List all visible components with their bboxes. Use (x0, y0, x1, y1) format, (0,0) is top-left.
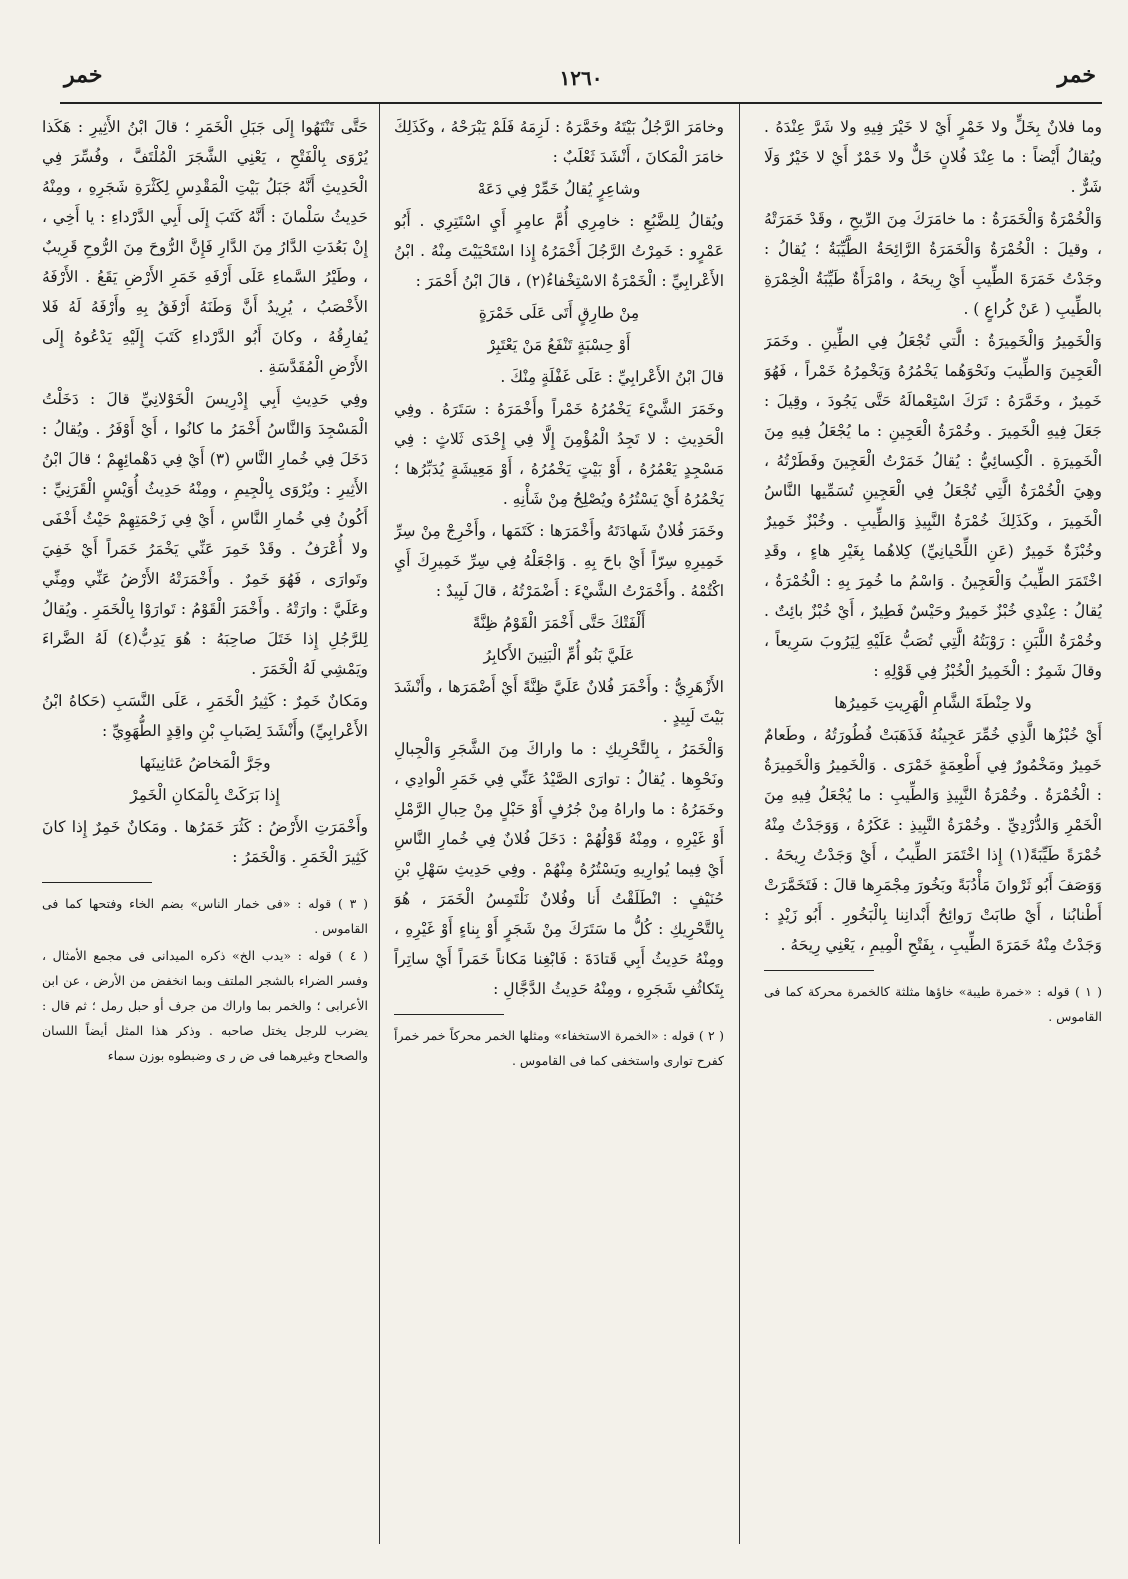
verse-line: إِذا بَرَكَتْ بِالْمَكانِ الْخَمِرْ (130, 786, 280, 804)
verse-line: وشاعِرٍ يُقالُ خَمِّرْ فِي دَعَهْ (477, 180, 641, 198)
column-right (764, 112, 1102, 1552)
footnote-separator (394, 1014, 504, 1015)
column-divider (739, 104, 740, 1544)
footnote-separator (42, 882, 152, 883)
paragraph: الأَزْهَرِيُّ : وأَخْمَرَ فُلانٌ عَلَيَّ ظِنَّةً أَيْ أَضْمَرَها ، وأَنْشَدَ بَيْتَ لَبِيدٍ . (394, 678, 724, 726)
paragraph: قالَ ابْنُ الأَعْرابِيِّ : عَلَى غَفْلَةٍ مِنْكَ . (500, 368, 724, 386)
paragraph: وَالْخَمَرُ ، بِالتَّحْرِيكِ : ما واراكَ مِنَ الشَّجَرِ وَالْجِبالِ ونَحْوِها . يُقالُ : توارَى الصَّيْدُ عَنِّي فِي خَمَرِ الْوادِي ، وخَمَرُهُ : ما واراهُ مِنْ جُرُفٍ أَوْ حَبْلٍ مِنْ حِبالِ الرَّمْلِ أَوْ غَيْرِهِ ، ومِنْهُ قَوْلُهُمْ : دَخَلَ فُلانٌ فِي خُمارِ النَّاسِ أَيْ فِيما يُوارِيهِ ويَسْتُرُهُ مِنْهُمْ . وفِي حَدِيثِ سَهْلِ بْنِ حُنَيْفٍ : انْطَلَقْتُ أَنا وفُلانٌ نَلْتَمِسُ الْخَمَرَ ، هُوَ بِالتَّحْرِيكِ : كُلُّ ما سَتَرَكَ مِنْ شَجَرٍ أَوْ بِناءٍ أَوْ غَيْرِهِ ، ومِنْهُ حَدِيثُ أَبِي قَتادَةَ : فَابْغِنا مَكاناً خَمَراً أَيْ ساتِراً بِتَكاثُفِ شَجَرِهِ ، ومِنْهُ حَدِيثُ الدَّجَّالِ : (394, 740, 724, 998)
footnote: ( ٣ ) قوله : «فى خمار الناس» بضم الخاء وفتحها كما فى القاموس . (42, 896, 368, 936)
paragraph: وخَمَرَ الشَّيْءَ يَخْمُرُهُ خَمْراً وأَخْمَرَهُ : سَتَرَهُ . وفِي الْحَدِيثِ : لا تَجِدُ الْمُؤْمِنَ إِلَّا فِي إِحْدَى ثَلاثٍ : فِي مَسْجِدٍ يَعْمُرُهُ ، أَوْ بَيْتٍ يَخْمُرُهُ ، أَوْ مَعِيشَةٍ يُدَبِّرُها ؛ يَخْمُرُهُ أَيْ يَسْتُرُهُ ويُصْلِحُ مِنْ شَأْنِهِ . (394, 400, 724, 508)
paragraph: وأَخْمَرَتِ الأَرْضُ : كَثُرَ خَمَرُها . ومَكانٌ خَمِرٌ إِذا كانَ كَثِيرَ الْخَمَرِ . وَالْخَمَرُ : (42, 818, 368, 866)
paragraph: حَتَّى تَنْتَهُوا إِلَى جَبَلِ الْخَمَرِ ؛ قالَ ابْنُ الأَثِيرِ : هَكَذا يُرْوَى بِالْفَتْحِ ، يَعْنِي الشَّجَرَ الْمُلْتَفَّ ، وفُسِّرَ فِي الْحَدِيثِ أَنَّهُ جَبَلُ بَيْتِ الْمَقْدِسِ لِكَثْرَةِ شَجَرِهِ ، ومِنْهُ حَدِيثُ سَلْمانَ : أَنَّهُ كَتَبَ إِلَى أَبِي الدَّرْداءِ : يا أَخِي ، إِنْ بَعُدَتِ الدَّارُ مِنَ الدَّارِ فَإِنَّ الرُّوحَ مِنَ الرُّوحِ قَرِيبٌ ، وطَيْرُ السَّماءِ عَلَى أَرْفَهِ خَمَرِ الأَرْضِ يَقَعُ . الأَرْفَهُ الأَخْصَبُ ، يُرِيدُ أَنَّ وَطَنَهُ أَرْفَقُ بِهِ وأَرْفَهُ لَهُ فَلا يُفارِقُهُ ، وكانَ أَبُو الدَّرْداءِ كَتَبَ إِلَيْهِ يَدْعُوهُ إِلَى الأَرْضِ الْمُقَدَّسَةِ . (42, 118, 368, 376)
paragraph: وفِي حَدِيثِ أَبِي إِدْرِيسَ الْخَوْلانِيِّ قالَ : دَخَلْتُ الْمَسْجِدَ وَالنَّاسُ أَخْمَرُ ما كانُوا ، أَيْ أَوْفَرُ . ويُقالُ : دَخَلَ فِي خُمارِ النَّاسِ (٣) أَيْ فِي دَهْمائِهِمْ ؛ قالَ ابْنُ الأَثِيرِ : ويُرْوَى بِالْجِيمِ ، ومِنْهُ حَدِيثُ أُوَيْسٍ الْقَرَنِيِّ : أَكُونُ فِي خُمارِ النَّاسِ ، أَيْ فِي زَحْمَتِهِمْ حَيْثُ أَخْفَى ولا أُعْرَفُ . وقَدْ خَمِرَ عَنِّي يَخْمَرُ خَمَراً أَيْ خَفِيَ وتَوارَى ، فَهُوَ خَمِرٌ . وأَخْمَرَتْهُ الأَرْضُ عَنِّي ومِنِّي وعَلَيَّ : وارَتْهُ . وأَخْمَرَ الْقَوْمُ : تَوارَوْا بِالْخَمَرِ . ويُقالُ لِلرَّجُلِ إِذا خَتَلَ صاحِبَهُ : هُوَ يَدِبُّ(٤) لَهُ الضَّراءَ ويَمْشِي لَهُ الْخَمَرَ . (42, 390, 368, 678)
verse-line: أَلْفَتْكَ حَتَّى أَخْمَرَ الْقَوْمُ ظِنَّةً (472, 614, 646, 632)
paragraph: ومَكانٌ خَمِرٌ : كَثِيرُ الْخَمَرِ ، عَلَى النَّسَبِ (حَكاهُ ابْنُ الأَعْرابِيِّ) وأَنْشَدَ لِضَبابِ بْنِ واقِدٍ الطُّهَوِيِّ : (42, 692, 368, 740)
paragraph: وَالْخُمْرَةُ وَالْخَمَرَةُ : ما خامَرَكَ مِنَ الرِّيحِ ، وقَدْ خَمَرَتْهُ ، وقيلَ : الْخُمْرَةُ وَالْخَمَرَةُ الرَّائِحَةُ الطَّيِّبَةُ ؛ يُقالُ : وجَدْتُ خَمَرَةَ الطِّيبِ أَيْ رِيحَهُ ، وامْرَأَةٌ طَيِّبَةُ الْخِمْرَةِ بالطِّيبِ ( عَنْ كُراعٍ ) . (764, 210, 1102, 318)
paragraph: أَيْ خُبْزُها الَّذِي خُمِّرَ عَجِينُهُ فَذَهَبَتْ فُطُورَتُهُ ، وطَعامٌ خَمِيرٌ ومَخْمُورٌ فِي أَطْعِمَةٍ خَمْرَى . وَالْخَمِيرُ وَالْخَمِيرَةُ : الْخُمْرَةُ . وخُمْرَةُ النَّبِيذِ وَالطِّيبِ : ما يُجْعَلُ فِيهِ مِنَ الْخَمْرِ وَالدُّرْدِيِّ . وخُمْرَةُ النَّبِيذِ : عَكَرُهُ ، وَوَجَدْتُ مِنْهُ خُمْرَةً طَيِّبَةً(١) إِذا اخْتَمَرَ الطِّيبُ ، أَيْ وَجَدْتُ رِيحَهُ . وَوَصَفَ أَبُو ثَرْوانَ مَأْدُبَةً وبَخُورَ مِجْمَرِها قالَ : فَتَخَمَّرَتْ أَطْنابُنا ، أَيْ طابَتْ رَوائِحُ أَبْدانِنا بِالْبَخُورِ . أَبُو زَيْدٍ : وَجَدْتُ مِنْهُ خَمَرَةَ الطِّيبِ ، بِفَتْحِ الْمِيمِ ، يَعْنِي رِيحَهُ . (764, 726, 1102, 954)
verse-line: أَوْ حِسْبَةٍ تَنْفَعُ مَنْ يَعْتَبِرْ (487, 336, 631, 354)
page-number: ١٢٦٠ (559, 66, 603, 90)
footnote-separator (764, 970, 874, 971)
column-divider (379, 104, 380, 1544)
paragraph: وخَمَرَ فُلانٌ شَهادَتَهُ وأَخْمَرَها : كَتَمَها ، وأَخْرِجْ مِنْ سِرِّ خَمِيرِهِ سِرّاً أَيْ باحَ بِهِ . وَاجْعَلْهُ فِي سِرِّ خَمِيرِكَ أَيِ اكْتُمْهُ . وأَخْمَرْتُ الشَّيْءَ : أَضْمَرْتُهُ ، قالَ لَبِيدٌ : (394, 522, 724, 600)
footnote: ( ١ ) قوله : «خمرة طيبة» خاؤها مثلثة كالخمرة محركة كما فى القاموس . (764, 984, 1102, 1024)
footnote: ( ٤ ) قوله : «يدب الخ» ذكره الميدانى فى مجمع الأمثال ، وفسر الضراء بالشجر الملتف وبما انخفض من الأرض ، عن ابن الأعرابى ؛ والخمر بما واراك من جرف أو حبل رمل ؛ ثم قال : يضرب للرجل يختل صاحبه . وذكر هذا المثل أيضاً اللسان والصحاح وغيرهما فى ض ر ى وضبطوه بوزن سماء (42, 948, 368, 1063)
paragraph: وَالْخَمِيرُ وَالْخَمِيرَةُ : الَّتي تُجْعَلُ فِي الطِّينِ . وخَمَرَ الْعَجِينَ وَالطِّيبَ ونَحْوَهُما يَخْمُرُهُ وَيَخْمِرُهُ خَمْراً ، فَهُوَ خَمِيرٌ ، وخَمَّرَهُ : تَرَكَ اسْتِعْمالَهُ حَتَّى يَجُودَ ، وقِيلَ : جَعَلَ فِيهِ الْخَمِيرَ . وخُمْرَةُ الْعَجِينِ : ما يُجْعَلُ فِيهِ مِنَ الْخَمِيرَةِ . الْكِسائِيُّ : يُقالُ خَمَرْتُ الْعَجِينَ وفَطَرْتُهُ ، وهِيَ الْخُمْرَةُ الَّتِي تُجْعَلُ فِي الْعَجِينِ تُسَمِّيها النَّاسُ الْخَمِيرَ ، وكَذَلِكَ خُمْرَةُ النَّبِيذِ وَالطِّيبِ . وخُبْزٌ خَمِيرٌ وخُبْزَةٌ خَمِيرٌ (عَنِ اللِّحْيانِيِّ) كِلاهُما بِغَيْرِ هاءٍ ، وقَدِ اخْتَمَرَ الطِّيبُ وَالْعَجِينُ . وَاسْمُ ما خُمِرَ بِهِ : الْخُمْرَةُ ، يُقالُ : عِنْدِي خُبْزٌ خَمِيرٌ وحَيْسٌ فَطِيرٌ ، أَيْ خُبْزٌ بائِتٌ . وخُمْرَةُ اللَّبَنِ : رَوْبَتُهُ الَّتِي تُصَبُّ عَلَيْهِ لِيَرُوبَ سَرِيعاً ، وقالَ شَمِرٌ : الْخَمِيرُ الْخُبْزُ فِي قَوْلِهِ : (764, 332, 1102, 680)
column-middle (394, 112, 724, 1552)
paragraph: وخامَرَ الرَّجُلُ بَيْتَهُ وخَمَّرَهُ : لَزِمَهُ فَلَمْ يَبْرَحْهُ ، وكَذَلِكَ خامَرَ الْمَكانَ ، أَنْشَدَ ثَعْلَبٌ : (394, 118, 724, 166)
verse-line: مِنْ طارِقٍ أَتَى عَلَى خَمْرَةٍ (478, 304, 640, 322)
paragraph: ويُقالُ لِلضَّبُعِ : خامِرِي أُمَّ عامِرٍ أَيِ اسْتَتِرِي . أَبُو عَمْرٍو : خَمِرْتُ الرَّجُلَ أَخْمَرُهُ إِذا اسْتَحْيَيْتَ مِنْهُ . ابْنُ الأَعْرابِيِّ : الْخَمْرَةُ الاسْتِخْفاءُ(٢) ، قالَ ابْنُ أَحْمَرَ : (394, 212, 724, 290)
column-left (42, 112, 368, 1552)
page-header (60, 58, 1102, 98)
footnote: ( ٢ ) قوله : «الخمرة الاستخفاء» ومثلها الخمر محركاً خمر خمراً كفرح توارى واستخفى كما فى القاموس . (394, 1028, 724, 1068)
running-headword-left: خمر (64, 62, 103, 88)
running-headword-right: خمر (1057, 62, 1096, 88)
paragraph: وما فلانٌ بِخَلٍّ ولا خَمْرٍ أَيْ لا خَيْرَ فِيهِ ولا شَرَّ عِنْدَهُ . ويُقالُ أَيْضاً : ما عِنْدَ فُلانٍ خَلٌّ ولا خَمْرٌ أَيْ لا خَيْرٌ وَلَا شَرٌّ . (764, 118, 1102, 196)
verse-line: وجَرَّ الْمَخاضُ عَثانِينَها (139, 754, 271, 772)
verse-line: ولا حِنْطَةَ الشَّامِ الْهَرِيتِ خَمِيرُها (834, 694, 1032, 712)
verse-line: عَلَيَّ بَنُو أُمِّ الْبَنِينَ الأَكابِرُ (483, 646, 635, 664)
header-rule (60, 102, 1102, 104)
